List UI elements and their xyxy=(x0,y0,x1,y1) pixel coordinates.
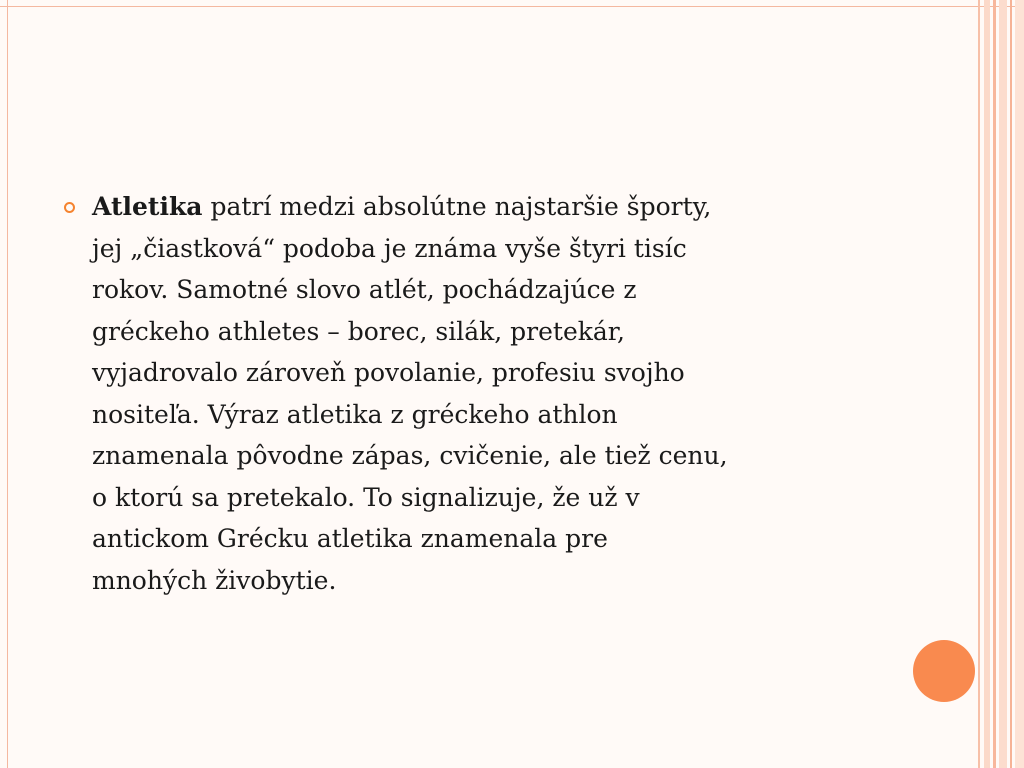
text-line: vyjadrovalo zároveň povolanie, profesiu svojho xyxy=(92,358,685,387)
bullet-paragraph xyxy=(92,186,890,601)
right-stripe xyxy=(984,0,990,768)
slide-body xyxy=(60,186,890,601)
text-line: znamenala pôvodne zápas, cvičenie, ale tiež cenu, xyxy=(92,441,728,470)
text-line: o ktorú sa pretekalo. To signalizuje, že už v xyxy=(92,482,640,512)
text-line xyxy=(92,186,890,228)
text-line: rokov. Samotné slovo atlét, pochádzajúce z xyxy=(92,275,637,304)
right-stripe xyxy=(993,0,996,768)
right-stripe xyxy=(978,0,980,768)
text-line: nositeľa. Výraz atletika z gréckeho athlon xyxy=(92,399,618,429)
text-line: mnohých živobytie. xyxy=(92,565,337,595)
decorative-circle xyxy=(913,640,975,702)
top-border-line xyxy=(0,6,1024,7)
bullet-ring-icon xyxy=(64,202,75,213)
text-line: antickom Grécku atletika znamenala pre xyxy=(92,524,608,553)
right-stripe xyxy=(999,0,1007,768)
text-line: jej „čiastková“ podoba je známa vyše štyri tisíc xyxy=(92,233,687,263)
left-border-line xyxy=(7,0,8,768)
bullet-lead-term: Atletika xyxy=(92,192,203,221)
right-stripe xyxy=(1015,0,1024,768)
text-line-content: patrí medzi absolútne najstaršie športy, xyxy=(210,192,712,221)
text-line: gréckeho athletes – borec, silák, pretekár, xyxy=(92,316,625,346)
right-stripe xyxy=(1010,0,1012,768)
